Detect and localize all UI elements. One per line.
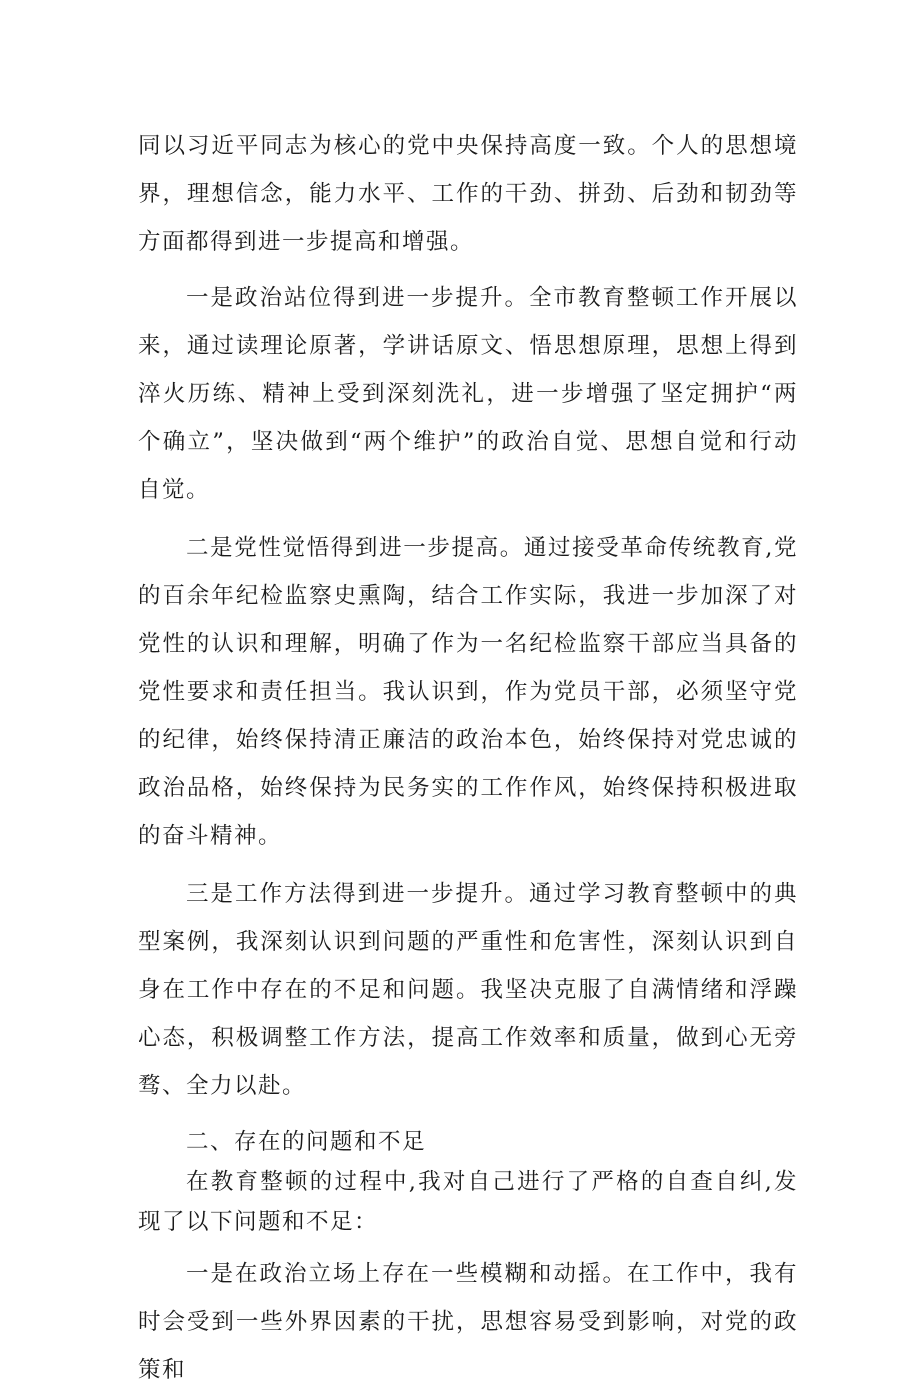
document-body xyxy=(138,122,798,1394)
paragraph-intro: 在教育整顿的过程中,我对自己进行了严格的自查自纠,发现了以下问题和不足： xyxy=(138,1169,798,1235)
paragraph-problem-one: 一是在政治立场上存在一些模糊和动摇。在工作中，我有时会受到一些外界因素的干扰，思想容易受到影响，对党的政策和 xyxy=(138,1261,798,1383)
section-heading: 二、存在的问题和不足 xyxy=(186,1129,427,1155)
paragraph-political-stance: 一是政治站位得到进一步提升。全市教育整顿工作开展以来，通过读理论原著，学讲话原文、悟思想原理，思想上得到淬火历练、精神上受到深刻洗礼，进一步增强了坚定拥护“两个确立”，坚决做到“两个维护”的政治自觉、思想自觉和行动自觉。 xyxy=(138,285,798,503)
paragraph-continuation: 同以习近平同志为核心的党中央保持高度一致。个人的思想境界，理想信念，能力水平、工作的干劲、拼劲、后劲和韧劲等方面都得到进一步提高和增强。 xyxy=(138,133,798,255)
paragraph-work-method: 三是工作方法得到进一步提升。通过学习教育整顿中的典型案例，我深刻认识到问题的严重性和危害性，深刻认识到自身在工作中存在的不足和问题。我坚决克服了自满情绪和浮躁心态，积极调整工作方法，提高工作效率和质量，做到心无旁骛、全力以赴。 xyxy=(138,881,798,1099)
paragraph-party-spirit: 二是党性觉悟得到进一步提高。通过接受革命传统教育,党的百余年纪检监察史熏陶，结合工作实际，我进一步加深了对党性的认识和理解，明确了作为一名纪检监察干部应当具备的党性要求和责任担当。我认识到，作为党员干部，必须坚守党的纪律，始终保持清正廉洁的政治本色，始终保持对党忠诚的政治品格，始终保持为民务实的工作作风，始终保持积极进取的奋斗精神。 xyxy=(138,535,798,849)
